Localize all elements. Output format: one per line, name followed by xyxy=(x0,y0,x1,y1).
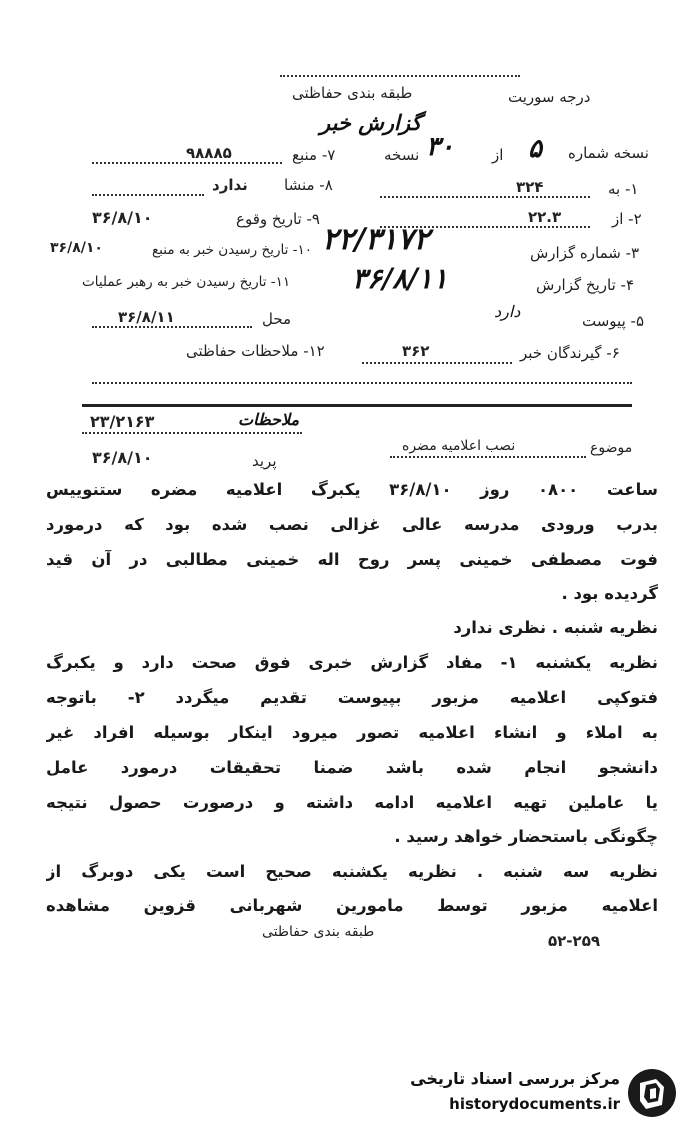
archive-name: مرکز بررسی اسناد تاریخی xyxy=(410,1069,620,1088)
doc-number: ۵۲-۲۵۹ xyxy=(548,932,601,950)
body-line: فتوکپی اعلامیه مزبور بپیوست تقدیم میگردد ۲- باتوجه xyxy=(46,688,658,707)
body-line: نظریه سه شنبه . نظریه یکشنبه صحیح است یکی دوبرگ از xyxy=(46,862,658,881)
archive-watermark xyxy=(410,1065,690,1125)
copy-from-label: از xyxy=(492,146,504,164)
place-value: ۳۶/۸/۱۱ xyxy=(118,308,175,326)
recipients-value: ۳۶۲ xyxy=(402,342,430,360)
source-label: ۷- منبع xyxy=(292,146,336,164)
receive-date-label: ۱۰- تاریخ رسیدن خبر به منبع xyxy=(152,242,313,258)
attach-value: دارد xyxy=(494,302,521,321)
body-line: بدرب ورودی مدرسه عالی غزالی نصب شده بود که درمورد xyxy=(46,515,658,534)
body-line: یا عاملین تهیه اعلامیه ادامه داشته و درصورت حصول نتیجه xyxy=(46,793,658,812)
body-line: چگونگی باستحضار خواهد رسید . xyxy=(394,827,658,846)
body-line: دانشجو انجام شده باشد ضمنا تحقیقات درمورد عامل xyxy=(46,758,658,777)
body-line: ساعت ۰۸۰۰ روز ۳۶/۸/۱۰ یکبرگ اعلامیه مضره ستنوییس xyxy=(46,480,658,499)
ops-date-value: ۳۶/۸/۱۱ xyxy=(352,262,448,295)
copy-no-value: ۵ xyxy=(528,134,542,164)
body-line: به املاء و انشاء اعلامیه تصور میرود اینکار بوسیله افراد غیر xyxy=(46,723,658,742)
copy-from-value: ۳۰ xyxy=(426,132,454,162)
origin-value: ندارد xyxy=(212,176,248,194)
body-line: اعلامیه مزبور توسط مامورین شهربانی قزوین مشاهده xyxy=(46,896,658,915)
report-date-label: ۴- تاریخ گزارش xyxy=(536,276,634,294)
event-date-label: ۹- تاریخ وقوع xyxy=(236,210,320,228)
body-line: نظریه شنبه . نظری ندارد xyxy=(453,618,658,637)
classification-header: طبقه بندی حفاظتی xyxy=(292,84,413,102)
ops-date-label: ۱۱- تاریخ رسیدن خبر به رهبر عملیات xyxy=(82,274,291,290)
from-label: ۲- از xyxy=(612,210,642,228)
body-line: فوت مصطفی خمینی پسر روح اله خمینی مطالبی در آن قید xyxy=(46,550,658,569)
classification-footer: طبقه بندی حفاظتی xyxy=(262,924,375,940)
place-label: محل xyxy=(262,310,292,328)
source-value: ۹۸۸۸۵ xyxy=(186,144,232,162)
recipients-label: ۶- گیرندگان خبر xyxy=(520,344,620,362)
body-line: گردیده بود . xyxy=(561,584,658,603)
degree-label: درجه سوریت xyxy=(508,88,591,106)
subject-label: موضوع xyxy=(590,440,633,456)
page-title: گزارش خبر xyxy=(320,110,422,135)
subject-value: نصب اعلامیه مضره xyxy=(402,438,516,454)
ref-label-bottom: پرید xyxy=(252,452,277,470)
archive-site: historydocuments.ir xyxy=(449,1095,620,1113)
report-no-label: ۳- شماره گزارش xyxy=(530,244,640,262)
report-no-value: ۲۲/۳۱۷۲ xyxy=(322,222,430,257)
ref-number: ۲۳/۲۱۶۳ xyxy=(90,412,155,431)
section-divider xyxy=(82,404,632,407)
ref-date: ۳۶/۸/۱۰ xyxy=(92,448,153,467)
ref-label-top: ملاحظات xyxy=(238,410,300,429)
notes-label: ۱۲- ملاحظات حفاظتی xyxy=(186,342,325,360)
attach-label: ۵- پیوست xyxy=(582,312,644,330)
copy-no-label: نسخه شماره xyxy=(568,144,649,162)
copy-label: نسخه xyxy=(384,146,420,164)
archive-logo-icon xyxy=(626,1067,678,1119)
receive-date-value: ۳۶/۸/۱۰ xyxy=(50,240,103,256)
from-value: ۲۲.۳ xyxy=(528,208,562,226)
body-line: نظریه یکشنبه ۱- مفاد گزارش خبری فوق صحت دارد و یکبرگ xyxy=(46,653,658,672)
classification-underline xyxy=(280,75,520,77)
event-date-value: ۳۶/۸/۱۰ xyxy=(92,208,153,227)
to-value: ۳۲۴ xyxy=(516,178,544,196)
to-label: ۱- به xyxy=(608,180,639,198)
origin-label: ۸- منشا xyxy=(284,176,333,194)
